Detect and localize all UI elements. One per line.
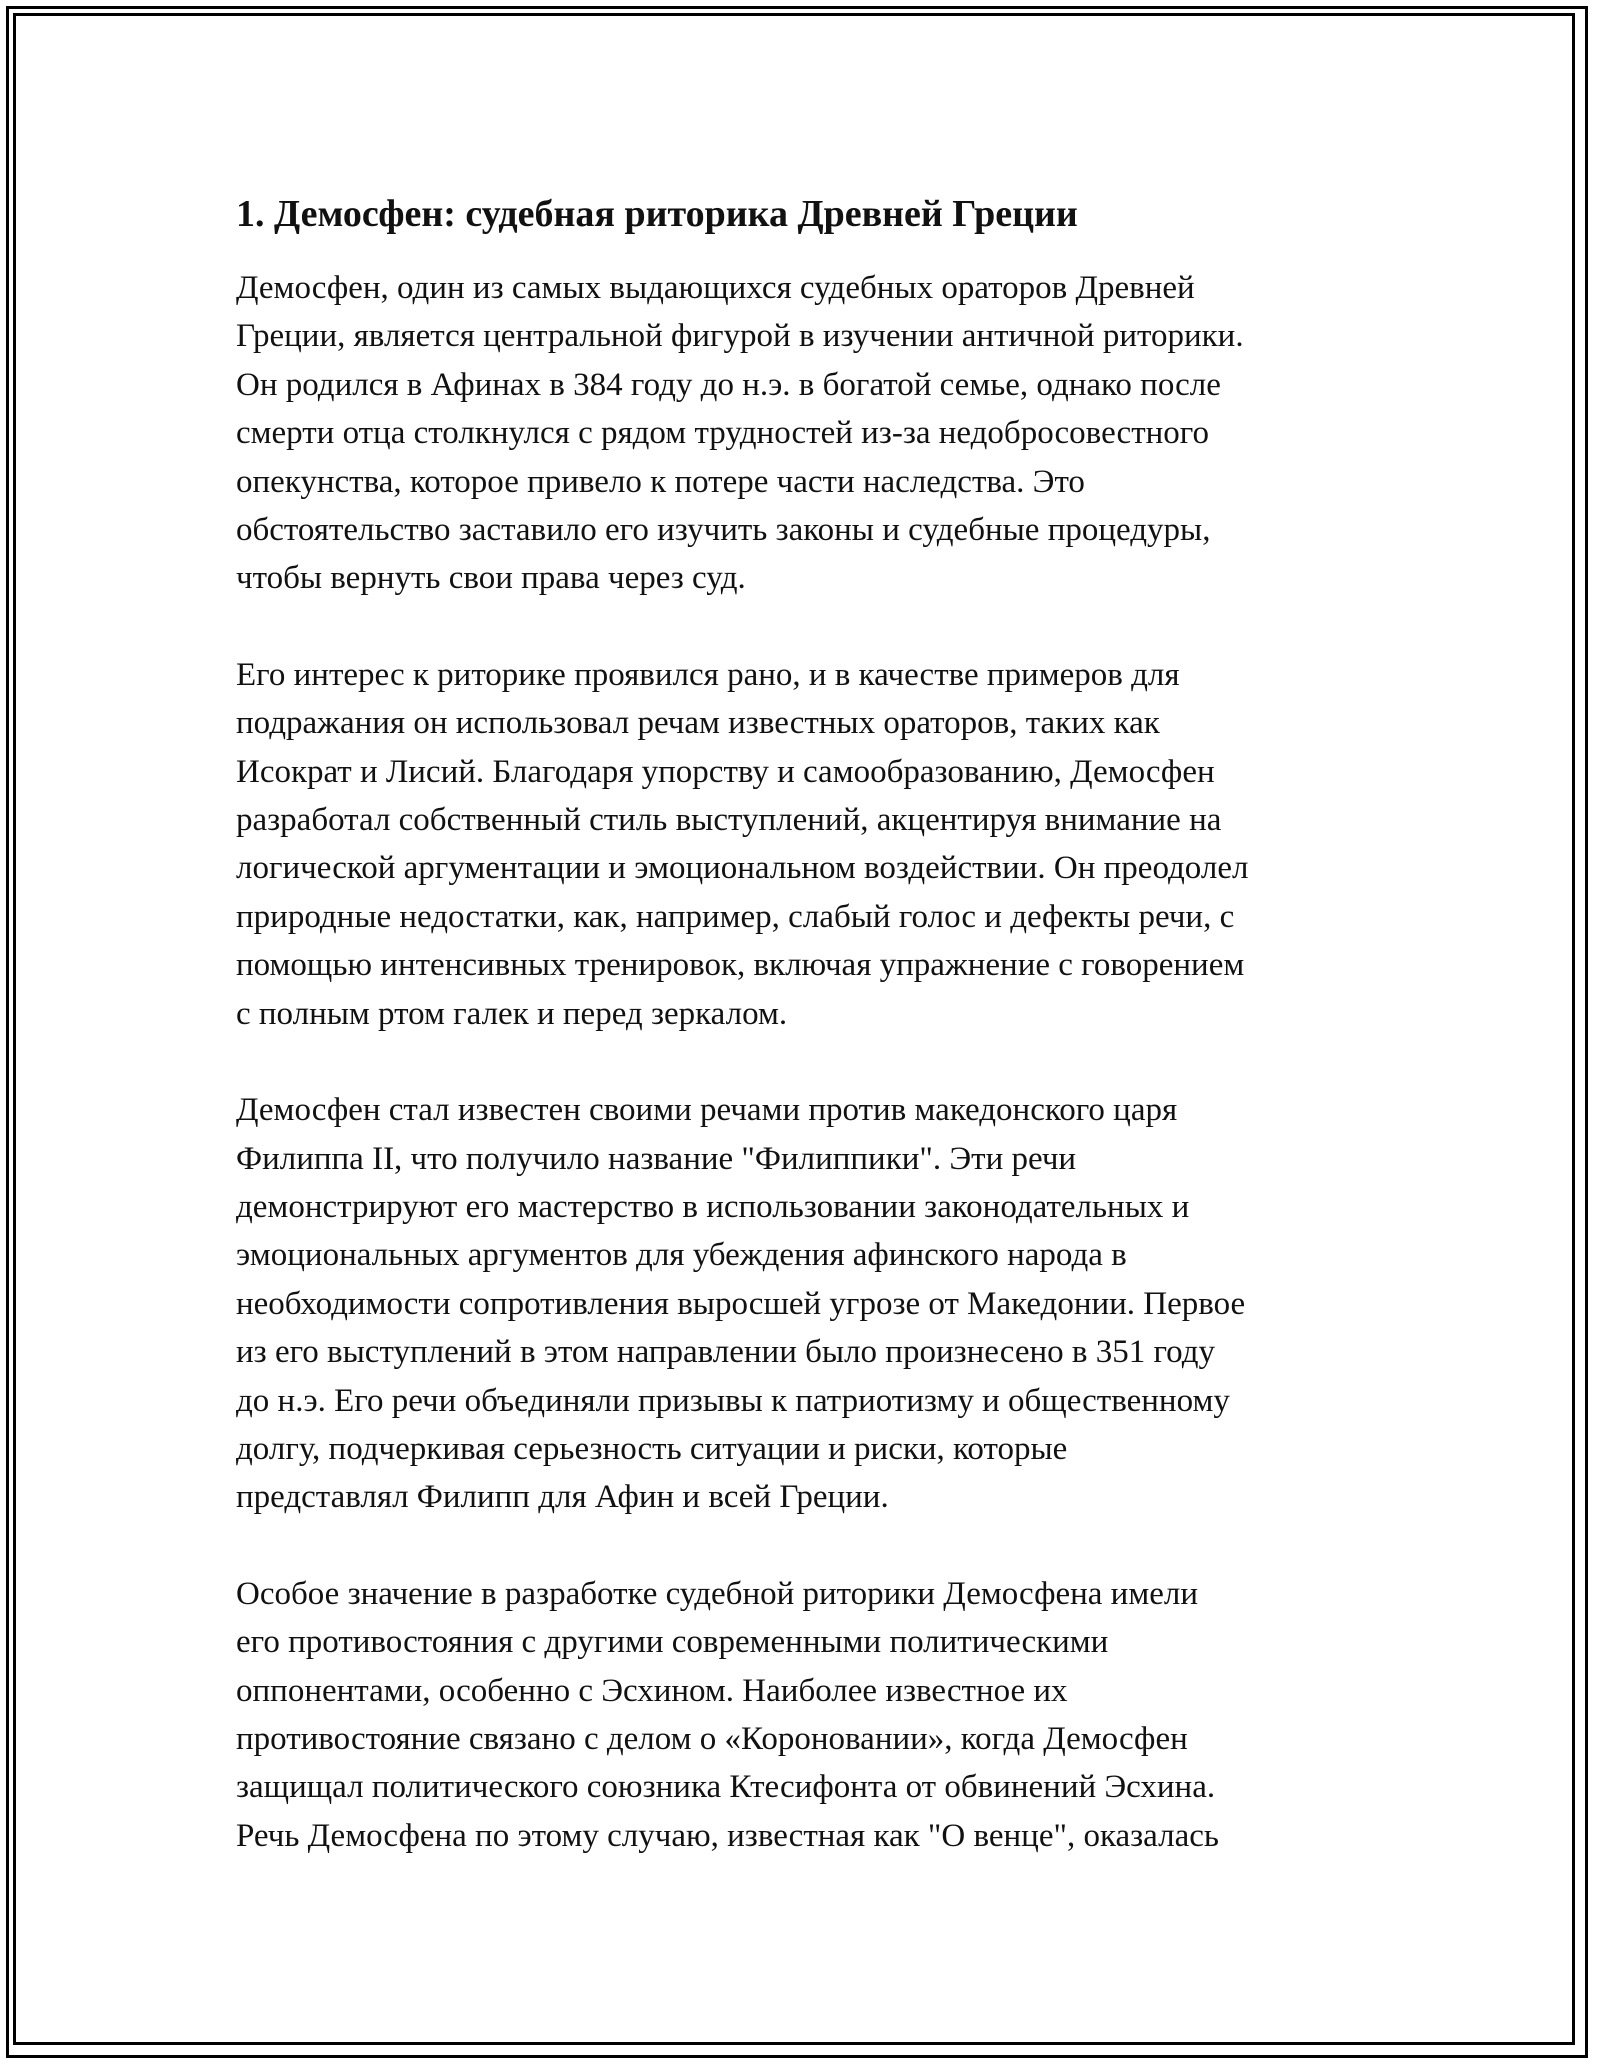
text-line: помощью интенсивных тренировок, включая упражнение с говорением: [236, 947, 1245, 984]
text-line: Он родился в Афинах в 384 году до н.э. в богатой семье, однако после: [236, 366, 1221, 403]
section-heading: 1. Демосфен: судебная риторика Древней Греции: [236, 193, 1078, 235]
text-line: логической аргументации и эмоциональном воздействии. Он преодолел: [236, 850, 1249, 887]
text-line: Речь Демосфена по этому случаю, известная как "О венце", оказалась: [236, 1817, 1219, 1854]
paragraph-2: [236, 651, 1386, 1038]
text-line: оппонентами, особенно с Эсхином. Наиболее известное их: [236, 1672, 1068, 1709]
text-line: природные недостатки, как, например, слабый голос и дефекты речи, с: [236, 898, 1235, 935]
text-line: опекунства, которое привело к потере части наследства. Это: [236, 463, 1085, 500]
text-line: обстоятельство заставило его изучить законы и судебные процедуры,: [236, 512, 1211, 549]
text-line: представлял Филипп для Афин и всей Греции.: [236, 1479, 889, 1516]
text-line: Филиппа II, что получило название "Филиппики". Эти речи: [236, 1140, 1077, 1177]
text-line: смерти отца столкнулся с рядом трудностей из-за недобросовестного: [236, 415, 1209, 452]
text-line: Особое значение в разработке судебной риторики Демосфена имели: [236, 1575, 1198, 1612]
text-line: разработал собственный стиль выступлений, акцентируя внимание на: [236, 802, 1222, 839]
document-body: [236, 186, 1386, 1908]
text-line: с полным ртом галек и перед зеркалом.: [236, 995, 788, 1032]
text-line: необходимости сопротивления выросшей угрозе от Македонии. Первое: [236, 1285, 1246, 1322]
text-line: долгу, подчеркивая серьезность ситуации и риски, которые: [236, 1430, 1068, 1467]
text-line: Демосфен стал известен своими речами против македонского царя: [236, 1092, 1178, 1129]
paragraph-3: [236, 1086, 1386, 1522]
text-line: чтобы вернуть свои права через суд.: [236, 560, 746, 597]
text-line: Исократ и Лисий. Благодаря упорству и самообразованию, Демосфен: [236, 753, 1215, 790]
text-line: из его выступлений в этом направлении было произнесено в 351 году: [236, 1334, 1216, 1371]
text-line: противостояние связано с делом о «Короновании», когда Демосфен: [236, 1720, 1188, 1757]
text-line: эмоциональных аргументов для убеждения афинского народа в: [236, 1237, 1127, 1274]
text-line: подражания он использовал речам известных ораторов, таких как: [236, 705, 1160, 742]
text-line: Демосфен, один из самых выдающихся судебных ораторов Древней: [236, 270, 1195, 306]
text-line: его противостояния с другими современными политическими: [236, 1624, 1109, 1661]
paragraph-1: [236, 264, 1386, 603]
paragraph-4: [236, 1570, 1386, 1860]
text-line: Его интерес к риторике проявился рано, и в качестве примеров для: [236, 656, 1180, 693]
text-line: демонстрируют его мастерство в использовании законодательных и: [236, 1188, 1190, 1225]
text-line: защищал политического союзника Ктесифонта от обвинений Эсхина.: [236, 1769, 1216, 1806]
text-line: до н.э. Его речи объединяли призывы к патриотизму и общественному: [236, 1382, 1230, 1419]
text-line: Греции, является центральной фигурой в изучении античной риторики.: [236, 318, 1244, 355]
